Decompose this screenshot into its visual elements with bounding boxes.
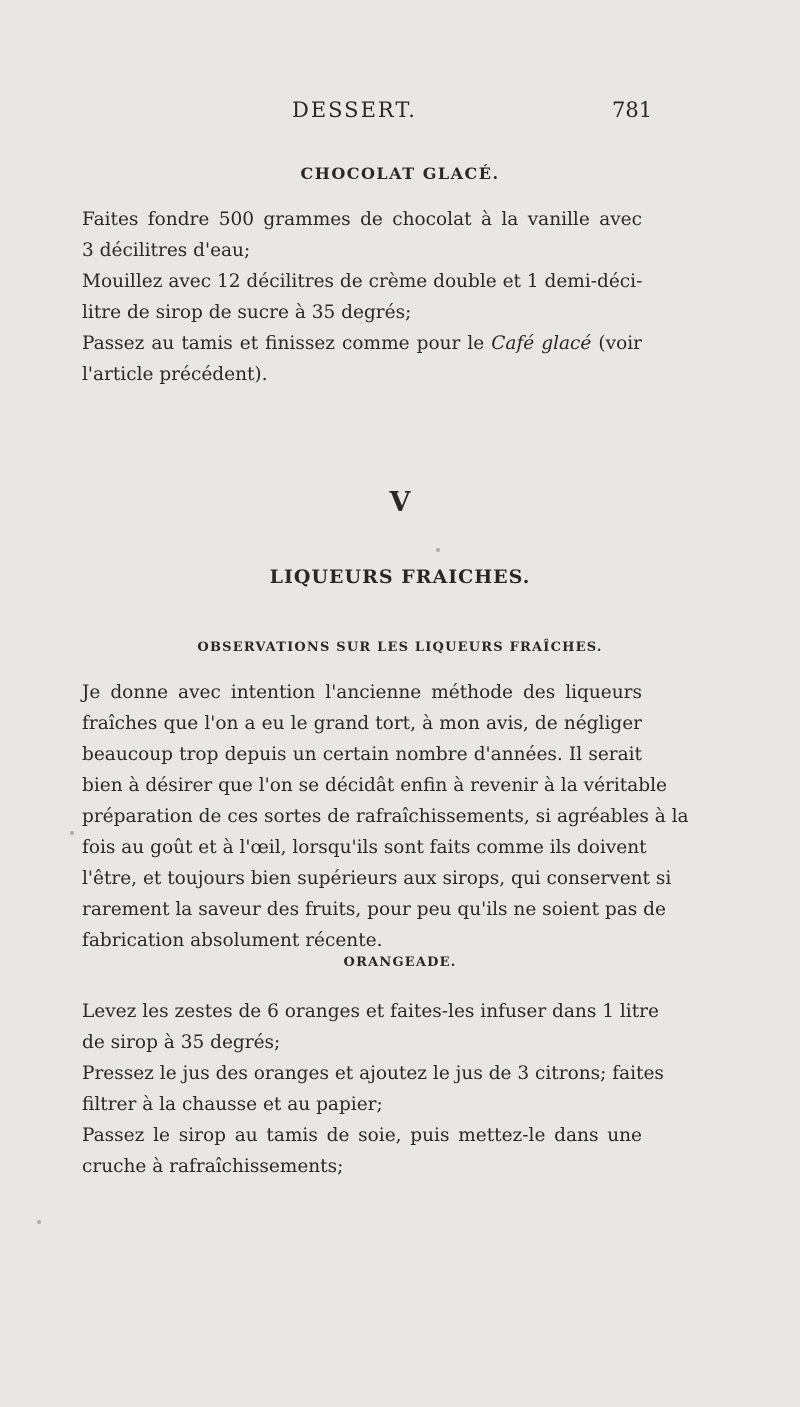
paragraph-line: Faites fondre 500 grammes de chocolat à la vanille avec [82, 209, 642, 230]
line-text: Passez au tamis et finissez comme pour le [82, 333, 485, 354]
line-text: (voir [598, 333, 642, 354]
paragraph-line: préparation de ces sortes de rafraîchissements, si agréables à la [82, 806, 689, 827]
paper-speck [436, 548, 440, 552]
paragraph-line: l'être, et toujours bien supérieurs aux sirops, qui conservent si [82, 868, 672, 889]
paragraph-line: fraîches que l'on a eu le grand tort, à mon avis, de négliger [82, 713, 642, 734]
paragraph-line: Je donne avec intention l'ancienne méthode des liqueurs [82, 682, 642, 703]
paragraph-line: de sirop à 35 degrés; [82, 1032, 281, 1053]
paragraph-line: beaucoup trop depuis un certain nombre d'années. Il serait [82, 744, 642, 765]
page-number: 781 [612, 98, 653, 122]
paragraph-line: Pressez le jus des oranges et ajoutez le jus de 3 citrons; faites [82, 1063, 664, 1084]
paragraph-line: rarement la saveur des fruits, pour peu qu'ils ne soient pas de [82, 899, 666, 920]
paragraph-line: cruche à rafraîchissements; [82, 1156, 344, 1177]
paper-speck [70, 831, 74, 835]
paragraph-line: l'article précédent). [82, 364, 268, 385]
paragraph-line: litre de sirop de sucre à 35 degrés; [82, 302, 412, 323]
recipe-title-orangeade: ORANGEADE. [343, 955, 457, 970]
paragraph-line: Passez le sirop au tamis de soie, puis mettez-le dans une [82, 1125, 642, 1146]
paragraph-line: fois au goût et à l'œil, lorsqu'ils sont faits comme ils doivent [82, 837, 647, 858]
paper-speck [37, 1220, 41, 1224]
paragraph-line: Levez les zestes de 6 oranges et faites-les infuser dans 1 litre [82, 1001, 659, 1022]
running-head [0, 98, 800, 124]
paragraph-line [82, 332, 642, 356]
italic-reference: Café glacé [491, 333, 592, 354]
section-title: LIQUEURS FRAICHES. [269, 566, 531, 588]
section-subtitle: OBSERVATIONS SUR LES LIQUEURS FRAÎCHES. [197, 640, 603, 655]
paragraph-line: fabrication absolument récente. [82, 930, 383, 951]
paragraph-line: filtrer à la chausse et au papier; [82, 1094, 383, 1115]
paragraph-line: bien à désirer que l'on se décidât enfin à revenir à la véritable [82, 775, 667, 796]
running-title: DESSERT. [292, 98, 417, 122]
recipe-title-chocolat: CHOCOLAT GLACÉ. [300, 164, 500, 183]
paragraph-line: 3 décilitres d'eau; [82, 240, 251, 261]
section-number: V [389, 487, 411, 518]
paragraph-line: Mouillez avec 12 décilitres de crème double et 1 demi-déci- [82, 271, 643, 292]
